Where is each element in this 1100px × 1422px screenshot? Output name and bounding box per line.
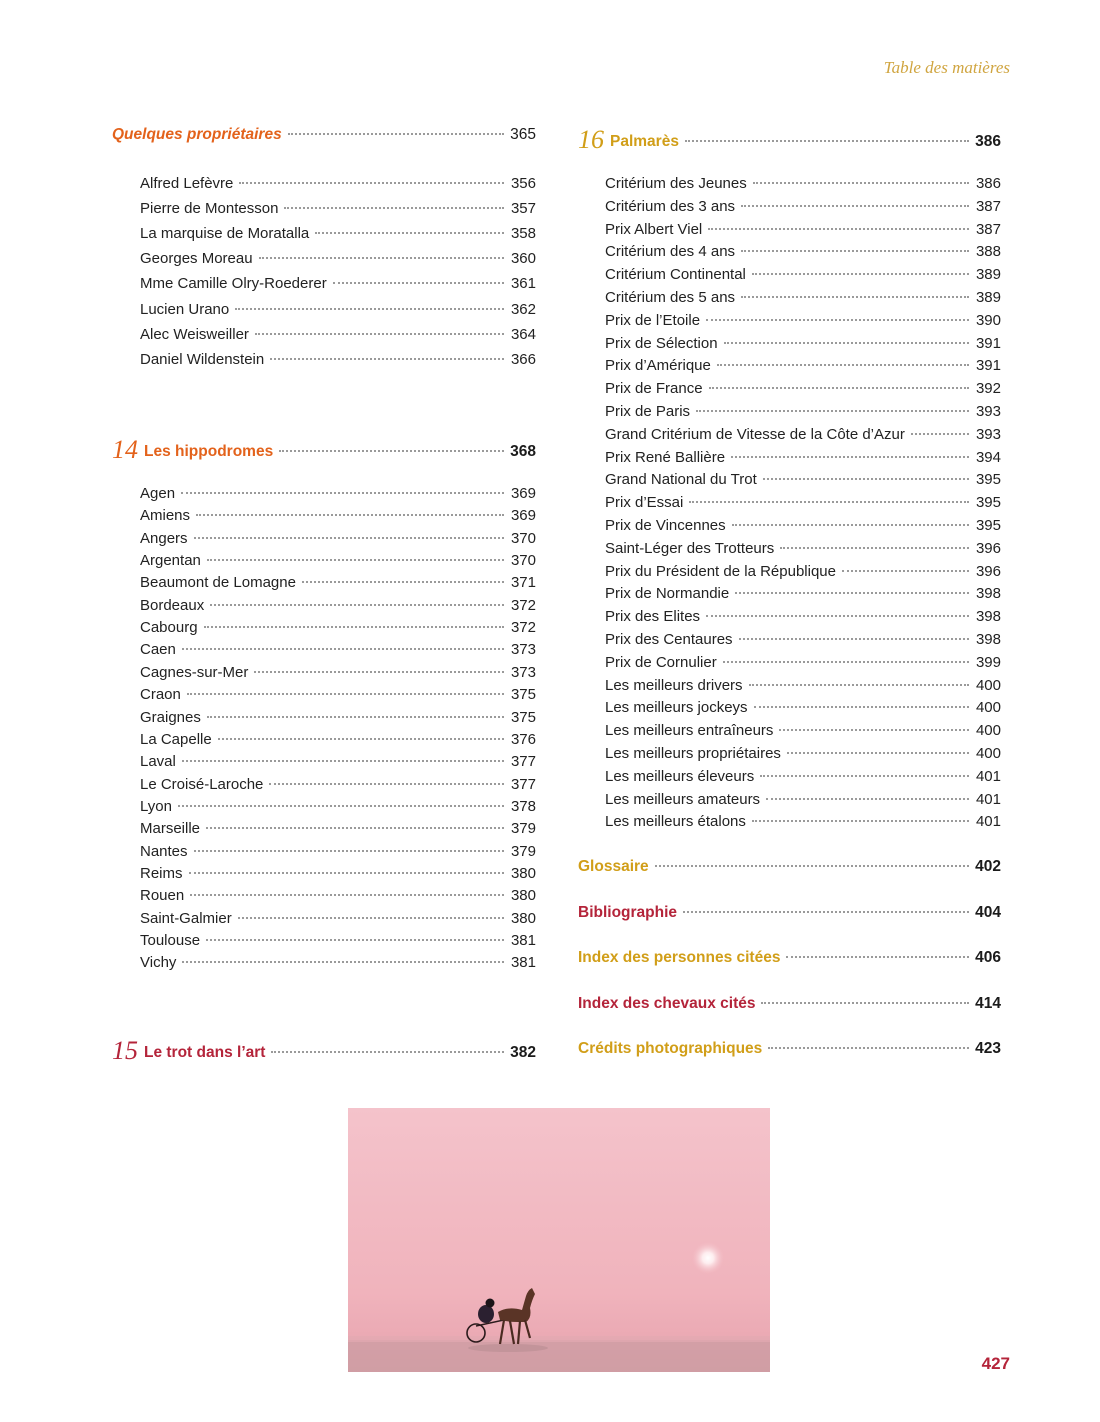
page-number: 370 bbox=[510, 552, 536, 570]
leader-dots bbox=[753, 182, 969, 184]
leader-dots bbox=[269, 783, 504, 785]
leader-dots bbox=[270, 358, 504, 360]
entry-label: Critérium des 3 ans bbox=[605, 197, 736, 215]
entry-label: La Capelle bbox=[140, 730, 212, 748]
leader-dots bbox=[302, 581, 504, 583]
page-number: 356 bbox=[510, 175, 536, 192]
toc-entry[interactable] bbox=[578, 720, 1001, 742]
entry-label: Lyon bbox=[140, 797, 172, 815]
leader-dots bbox=[178, 805, 504, 807]
page-number: 370 bbox=[510, 529, 536, 547]
entry-label: Prix des Elites bbox=[605, 608, 701, 626]
toc-chapter-14[interactable] bbox=[112, 435, 536, 464]
toc-chapter-16[interactable] bbox=[578, 125, 1001, 154]
leader-dots bbox=[706, 319, 969, 321]
toc-entry[interactable] bbox=[112, 639, 536, 661]
page-number: 377 bbox=[510, 775, 536, 793]
entry-label: Les meilleurs propriétaires bbox=[605, 745, 781, 762]
entry-label: Le Croisé-Laroche bbox=[140, 775, 264, 793]
toc-entry[interactable] bbox=[578, 355, 1001, 377]
page-number: 371 bbox=[510, 574, 536, 592]
chapter-title: Le trot dans l’art bbox=[144, 1044, 266, 1061]
leader-dots bbox=[752, 820, 969, 822]
entry-label: Prix du Président de la République bbox=[605, 562, 836, 580]
chapter-label bbox=[112, 1038, 265, 1064]
leader-dots bbox=[189, 872, 504, 874]
toc-entry[interactable] bbox=[578, 241, 1001, 263]
entry-label: Grand National du Trot bbox=[605, 471, 757, 489]
entry-label: Prix Albert Viel bbox=[605, 220, 703, 238]
beach-trotter-illustration bbox=[348, 1108, 770, 1372]
entry-label: Vichy bbox=[140, 954, 177, 972]
toc-entry[interactable] bbox=[112, 751, 536, 773]
page-number: 396 bbox=[975, 562, 1001, 580]
toc-entry[interactable] bbox=[112, 349, 536, 371]
toc-entry[interactable] bbox=[112, 841, 536, 863]
toc-entry[interactable] bbox=[112, 930, 536, 952]
leader-dots bbox=[204, 626, 504, 628]
toc-entry[interactable] bbox=[578, 606, 1001, 628]
entry-label: Prix de Normandie bbox=[605, 585, 730, 603]
leader-dots bbox=[689, 501, 969, 503]
entry-label: Agen bbox=[140, 485, 176, 502]
page-number: 393 bbox=[975, 403, 1001, 420]
entry-label: Grand Critérium de Vitesse de la Côte d’Azur bbox=[605, 425, 905, 443]
leader-dots bbox=[696, 410, 969, 412]
leader-dots bbox=[754, 706, 969, 708]
entry-label: Reims bbox=[140, 864, 183, 882]
chapter-label bbox=[112, 437, 273, 463]
toc-entry[interactable] bbox=[578, 196, 1001, 218]
leader-dots bbox=[181, 492, 504, 494]
toc-entry[interactable] bbox=[578, 629, 1001, 651]
page-number: 389 bbox=[975, 289, 1001, 306]
toc-entry[interactable] bbox=[578, 583, 1001, 605]
page-number: 395 bbox=[975, 471, 1001, 489]
page-number: 406 bbox=[975, 949, 1001, 966]
heading-label: Bibliographie bbox=[578, 903, 678, 921]
page-number: 400 bbox=[975, 722, 1001, 740]
harness-racing-photo bbox=[348, 1108, 770, 1372]
leader-dots bbox=[741, 296, 969, 298]
page-number: 398 bbox=[975, 631, 1001, 648]
entry-label: Prix des Centaures bbox=[605, 631, 733, 648]
page-number: 387 bbox=[975, 197, 1001, 215]
entry-label: Prix de Cornulier bbox=[605, 653, 717, 671]
page-number: 379 bbox=[510, 820, 536, 838]
entry-label: Les meilleurs entraîneurs bbox=[605, 722, 774, 740]
entry-label: Critérium des 4 ans bbox=[605, 243, 736, 261]
chapter-label bbox=[578, 127, 679, 153]
leader-dots bbox=[194, 537, 504, 539]
leader-dots bbox=[724, 342, 969, 344]
page-number: 365 bbox=[510, 126, 536, 143]
leader-dots bbox=[709, 387, 969, 389]
entry-label: Critérium des 5 ans bbox=[605, 289, 736, 306]
page-number: 391 bbox=[975, 357, 1001, 375]
toc-entry[interactable] bbox=[578, 469, 1001, 491]
toc-entry[interactable] bbox=[578, 789, 1001, 811]
toc-back-matter-entry[interactable] bbox=[578, 902, 1001, 924]
entry-label: Prix de l’Etoile bbox=[605, 311, 701, 329]
leader-dots bbox=[779, 729, 969, 731]
toc-entry[interactable] bbox=[578, 697, 1001, 719]
page-number: 378 bbox=[510, 797, 536, 815]
page-number: 399 bbox=[975, 653, 1001, 671]
leader-dots bbox=[279, 450, 504, 452]
page-number: 386 bbox=[975, 175, 1001, 192]
page-number: 375 bbox=[510, 708, 536, 726]
page-number: 369 bbox=[510, 507, 536, 525]
entry-label: Saint-Léger des Trotteurs bbox=[605, 539, 775, 557]
toc-entry[interactable] bbox=[112, 595, 536, 617]
page-folio: 427 bbox=[981, 1354, 1010, 1373]
entry-label: Nantes bbox=[140, 842, 188, 860]
page-number: 380 bbox=[510, 887, 536, 905]
toc-entry[interactable] bbox=[578, 766, 1001, 788]
leader-dots bbox=[911, 433, 969, 435]
leader-dots bbox=[706, 615, 969, 617]
leader-dots bbox=[254, 671, 504, 673]
toc-entry[interactable] bbox=[112, 617, 536, 639]
page-number: 360 bbox=[510, 250, 536, 268]
entry-label: La marquise de Moratalla bbox=[140, 225, 310, 243]
leader-dots bbox=[683, 911, 969, 913]
page-number: 358 bbox=[510, 225, 536, 243]
leader-dots bbox=[194, 850, 504, 852]
running-head: Table des matières bbox=[883, 58, 1010, 77]
entry-label: Les meilleurs amateurs bbox=[605, 790, 761, 808]
toc-entry[interactable] bbox=[112, 774, 536, 796]
page-number: 401 bbox=[975, 767, 1001, 785]
leader-dots bbox=[741, 250, 969, 252]
leader-dots bbox=[239, 182, 504, 184]
leader-dots bbox=[723, 661, 969, 663]
leader-dots bbox=[760, 775, 969, 777]
page-number: 400 bbox=[975, 699, 1001, 717]
leader-dots bbox=[206, 939, 504, 941]
page-number: 357 bbox=[510, 200, 536, 218]
entry-label: Critérium Continental bbox=[605, 266, 746, 284]
toc-entry[interactable] bbox=[578, 173, 1001, 195]
leader-dots bbox=[210, 604, 504, 606]
toc-entry[interactable] bbox=[112, 198, 536, 220]
entry-label: Graignes bbox=[140, 708, 201, 726]
page-number: 414 bbox=[975, 994, 1001, 1012]
entry-label: Critérium des Jeunes bbox=[605, 175, 747, 192]
entry-label: Pierre de Montesson bbox=[140, 200, 279, 218]
toc-entry[interactable] bbox=[112, 729, 536, 751]
entry-label: Les meilleurs éleveurs bbox=[605, 767, 755, 785]
toc-entry[interactable] bbox=[112, 483, 536, 505]
entry-label: Les meilleurs jockeys bbox=[605, 699, 748, 717]
leader-dots bbox=[749, 684, 969, 686]
page-number: 382 bbox=[510, 1044, 536, 1061]
leader-dots bbox=[787, 752, 969, 754]
toc-entry[interactable] bbox=[112, 299, 536, 321]
leader-dots bbox=[685, 140, 969, 142]
toc-entry[interactable] bbox=[112, 662, 536, 684]
toc-entry[interactable] bbox=[112, 173, 536, 195]
toc-entry[interactable] bbox=[578, 811, 1001, 833]
toc-back-matter-entry[interactable] bbox=[578, 1038, 1001, 1060]
page-number: 402 bbox=[975, 858, 1001, 875]
toc-back-matter-entry[interactable] bbox=[578, 947, 1001, 969]
toc-entry[interactable] bbox=[112, 550, 536, 572]
entry-label: Craon bbox=[140, 686, 181, 704]
leader-dots bbox=[766, 798, 969, 800]
page-number: 398 bbox=[975, 608, 1001, 626]
heading-label: Crédits photographiques bbox=[578, 1040, 763, 1057]
entry-label: Daniel Wildenstein bbox=[140, 350, 265, 368]
leader-dots bbox=[182, 961, 504, 963]
leader-dots bbox=[752, 273, 969, 275]
page-number: 380 bbox=[510, 864, 536, 882]
leader-dots bbox=[761, 1002, 969, 1004]
leader-dots bbox=[207, 716, 504, 718]
page-number: 392 bbox=[975, 380, 1001, 398]
leader-dots bbox=[255, 333, 504, 335]
toc-entry[interactable] bbox=[112, 818, 536, 840]
leader-dots bbox=[739, 638, 969, 640]
toc-back-matter-entry[interactable] bbox=[578, 856, 1001, 878]
toc-entry[interactable] bbox=[578, 515, 1001, 537]
page-number: 398 bbox=[975, 585, 1001, 603]
page-number: 404 bbox=[975, 903, 1001, 921]
page-number: 393 bbox=[975, 425, 1001, 443]
sun-shape bbox=[692, 1242, 724, 1274]
leader-dots bbox=[187, 693, 504, 695]
chapter-number: 15 bbox=[112, 1036, 138, 1065]
entry-label: Amiens bbox=[140, 507, 191, 525]
toc-entry[interactable] bbox=[578, 287, 1001, 309]
page-number: 400 bbox=[975, 745, 1001, 762]
entry-label: Prix de France bbox=[605, 380, 703, 398]
entry-label: Cagnes-sur-Mer bbox=[140, 663, 249, 681]
toc-entry[interactable] bbox=[112, 572, 536, 594]
entry-label: Rouen bbox=[140, 887, 185, 905]
leader-dots bbox=[768, 1047, 969, 1049]
heading-label: Index des chevaux cités bbox=[578, 994, 756, 1012]
leader-dots bbox=[333, 282, 504, 284]
page-number: 377 bbox=[510, 753, 536, 771]
page-number: 386 bbox=[975, 133, 1001, 150]
page-number: 401 bbox=[975, 790, 1001, 808]
entry-label: Caen bbox=[140, 641, 176, 659]
toc-entry[interactable] bbox=[578, 561, 1001, 583]
chapter-number: 14 bbox=[112, 435, 138, 464]
page-number: 388 bbox=[975, 243, 1001, 261]
toc-entry[interactable] bbox=[112, 248, 536, 270]
entry-label: Alec Weisweiller bbox=[140, 325, 249, 343]
leader-dots bbox=[196, 514, 504, 516]
toc-entry[interactable] bbox=[112, 684, 536, 706]
page-number: 381 bbox=[510, 932, 536, 949]
page-number: 368 bbox=[510, 443, 536, 460]
page-number: 373 bbox=[510, 641, 536, 659]
heading-label: Index des personnes citées bbox=[578, 949, 781, 966]
toc-entry[interactable] bbox=[112, 707, 536, 729]
entry-label: Toulouse bbox=[140, 932, 201, 949]
leader-dots bbox=[732, 524, 969, 526]
page-number: 372 bbox=[510, 596, 536, 614]
page-number: 364 bbox=[510, 325, 536, 343]
toc-entry[interactable] bbox=[578, 378, 1001, 400]
entry-label: Mme Camille Olry-Roederer bbox=[140, 275, 327, 293]
toc-entry[interactable] bbox=[578, 219, 1001, 241]
page-number: 381 bbox=[510, 954, 536, 972]
entry-label: Lucien Urano bbox=[140, 300, 230, 318]
toc-entry[interactable] bbox=[578, 401, 1001, 423]
heading-label: Quelques propriétaires bbox=[112, 126, 282, 143]
leader-dots bbox=[717, 364, 969, 366]
toc-entry[interactable] bbox=[112, 952, 536, 974]
toc-entry[interactable] bbox=[578, 538, 1001, 560]
page-number: 362 bbox=[510, 300, 536, 318]
page-number: 396 bbox=[975, 539, 1001, 557]
page-number: 369 bbox=[510, 485, 536, 502]
toc-entry[interactable] bbox=[578, 675, 1001, 697]
toc-entry[interactable] bbox=[578, 333, 1001, 355]
toc-entry[interactable] bbox=[112, 223, 536, 245]
leader-dots bbox=[235, 308, 504, 310]
leader-dots bbox=[182, 760, 504, 762]
page-number: 394 bbox=[975, 448, 1001, 466]
leader-dots bbox=[763, 478, 969, 480]
leader-dots bbox=[315, 232, 504, 234]
entry-label: Alfred Lefèvre bbox=[140, 175, 234, 192]
toc-entry[interactable] bbox=[112, 908, 536, 930]
leader-dots bbox=[708, 228, 969, 230]
toc-back-matter-entry[interactable] bbox=[578, 993, 1001, 1015]
toc-entry[interactable] bbox=[578, 652, 1001, 674]
page-number: 389 bbox=[975, 266, 1001, 284]
toc-chapter-15[interactable] bbox=[112, 1036, 536, 1065]
toc-entry[interactable] bbox=[578, 743, 1001, 765]
page-number: 361 bbox=[510, 275, 536, 293]
heading-label: Glossaire bbox=[578, 858, 649, 875]
toc-entry[interactable] bbox=[578, 447, 1001, 469]
entry-label: Prix d’Amérique bbox=[605, 357, 711, 375]
toc-entry[interactable] bbox=[112, 885, 536, 907]
leader-dots bbox=[284, 207, 504, 209]
page-number: 375 bbox=[510, 686, 536, 704]
entry-label: Saint-Galmier bbox=[140, 909, 232, 927]
page-number: 395 bbox=[975, 494, 1001, 512]
toc-entry[interactable] bbox=[112, 528, 536, 550]
entry-label: Cabourg bbox=[140, 619, 198, 637]
toc-entry[interactable] bbox=[112, 796, 536, 818]
page-number: 366 bbox=[510, 350, 536, 368]
chapter-title: Les hippodromes bbox=[144, 443, 274, 460]
entry-label: Prix de Paris bbox=[605, 403, 691, 420]
entry-label: Prix de Vincennes bbox=[605, 517, 726, 534]
toc-entry[interactable] bbox=[112, 324, 536, 346]
page-number: 373 bbox=[510, 663, 536, 681]
leader-dots bbox=[780, 547, 969, 549]
page-number: 380 bbox=[510, 909, 536, 927]
page-number: 376 bbox=[510, 730, 536, 748]
leader-dots bbox=[259, 257, 504, 259]
leader-dots bbox=[190, 894, 504, 896]
entry-label: Argentan bbox=[140, 552, 201, 570]
toc-entry[interactable] bbox=[578, 310, 1001, 332]
toc-entry[interactable] bbox=[112, 863, 536, 885]
toc-heading-owners[interactable] bbox=[112, 124, 536, 146]
leader-dots bbox=[207, 559, 504, 561]
toc-entry[interactable] bbox=[578, 264, 1001, 286]
leader-dots bbox=[206, 827, 504, 829]
leader-dots bbox=[238, 917, 504, 919]
page-number: 395 bbox=[975, 517, 1001, 534]
page-number: 390 bbox=[975, 311, 1001, 329]
toc-entry[interactable] bbox=[112, 505, 536, 527]
page-number: 391 bbox=[975, 334, 1001, 352]
entry-label: Prix René Ballière bbox=[605, 448, 726, 466]
page-number: 400 bbox=[975, 676, 1001, 694]
toc-entry[interactable] bbox=[112, 273, 536, 295]
leader-dots bbox=[842, 570, 969, 572]
chapter-number: 16 bbox=[578, 125, 604, 154]
entry-label: Les meilleurs drivers bbox=[605, 676, 743, 694]
page-number: 423 bbox=[975, 1040, 1001, 1057]
chapter-title: Palmarès bbox=[610, 133, 679, 150]
page-number: 387 bbox=[975, 220, 1001, 238]
page-number: 379 bbox=[510, 842, 536, 860]
entry-label: Bordeaux bbox=[140, 596, 205, 614]
leader-dots bbox=[288, 133, 504, 135]
leader-dots bbox=[741, 205, 969, 207]
toc-entry[interactable] bbox=[578, 424, 1001, 446]
toc-entry[interactable] bbox=[578, 492, 1001, 514]
entry-label: Prix de Sélection bbox=[605, 334, 718, 352]
entry-label: Beaumont de Lomagne bbox=[140, 574, 296, 592]
entry-label: Angers bbox=[140, 529, 188, 547]
entry-label: Georges Moreau bbox=[140, 250, 253, 268]
leader-dots bbox=[218, 738, 504, 740]
entry-label: Laval bbox=[140, 753, 176, 771]
entry-label: Marseille bbox=[140, 820, 201, 838]
entry-label: Les meilleurs étalons bbox=[605, 813, 746, 831]
page-number: 372 bbox=[510, 619, 536, 637]
leader-dots bbox=[655, 865, 969, 867]
leader-dots bbox=[786, 956, 969, 958]
page-number: 401 bbox=[975, 813, 1001, 831]
leader-dots bbox=[731, 456, 969, 458]
leader-dots bbox=[182, 648, 504, 650]
leader-dots bbox=[271, 1051, 504, 1053]
entry-label: Prix d’Essai bbox=[605, 494, 684, 512]
leader-dots bbox=[735, 592, 969, 594]
